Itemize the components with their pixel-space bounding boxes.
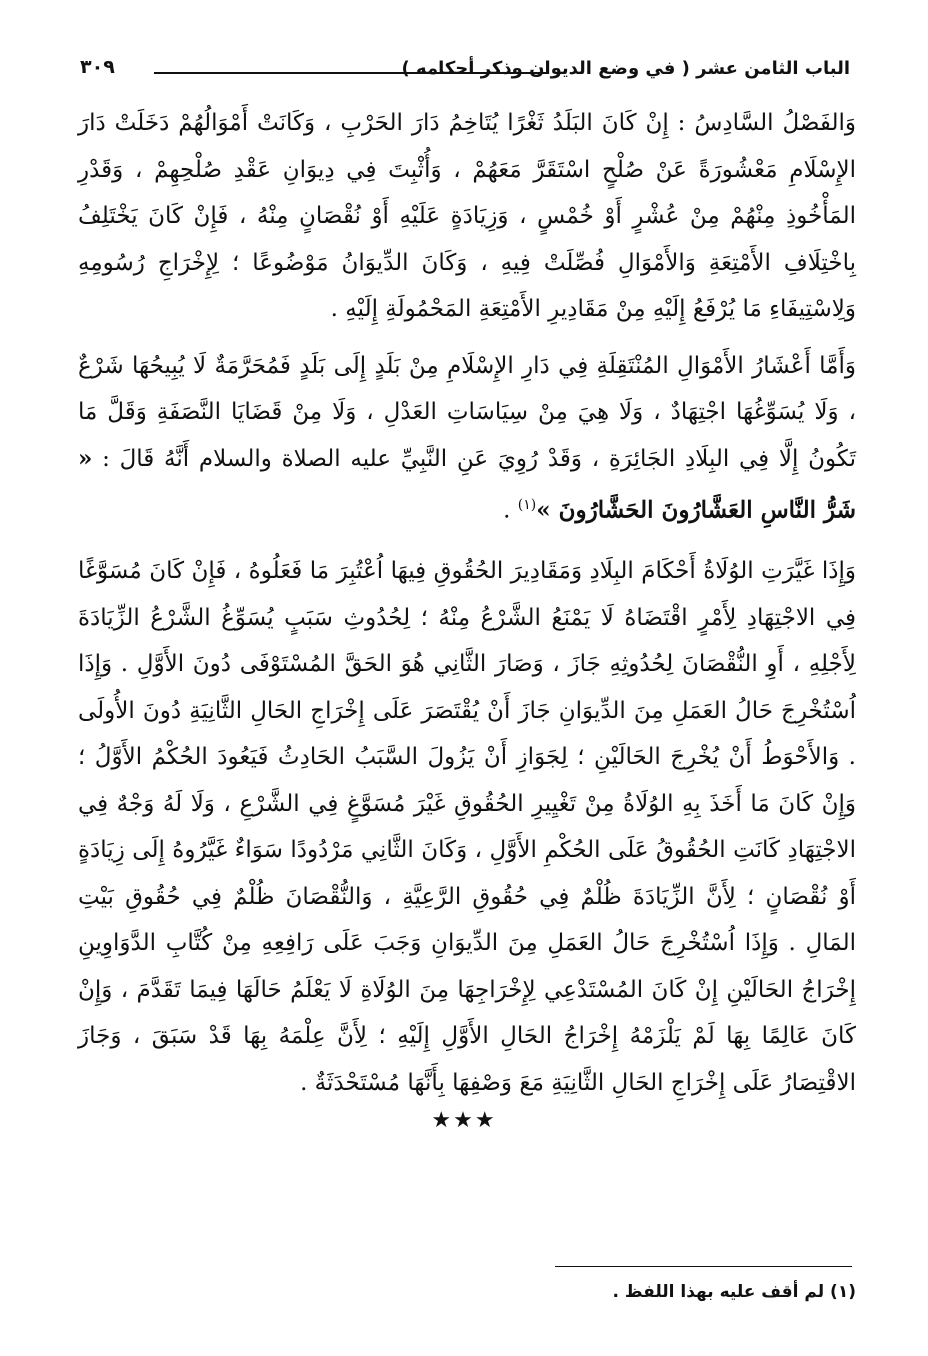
section-separator: ★★★ xyxy=(431,1108,497,1133)
page-header xyxy=(80,52,850,96)
paragraph-1: وَالفَصْلُ السَّادِسُ : إِنْ كَانَ البَلَدُ ثَغْرًا يُتَاخِمُ دَارَ الحَرْبِ ، وَكَانَتْ أَمْوَالُهُمْ دَخَلَتْ دَارَ الإِسْلَامِ مَعْشُورَةً عَنْ صُلْحٍ اسْتَقَرَّ مَعَهُمْ ، وَأُثْبِتَ فِي دِيوَانِ عَقْدِ صُلْحِهِمْ ، وَقَدْرِ المَأْخُوذِ مِنْهُمْ مِنْ عُشْرٍ أَوْ خُمْسٍ ، وَزِيَادَةٍ عَلَيْهِ أَوْ نُقْصَانٍ مِنْهُ ، فَإِنْ كَانَ يَخْتَلِفُ بِاخْتِلَافِ الأَمْتِعَةِ وَالأَمْوَالِ فُصِّلَتْ فِيهِ ، وَكَانَ الدِّيوَانُ مَوْضُوعًا ؛ لِإِخْرَاجِ رُسُومِهِ وَلِاسْتِيفَاءِ مَا يُرْفَعُ إِلَيْهِ مِنْ مَقَادِيرِ الأَمْتِعَةِ المَحْمُولَةِ إِلَيْهِ . xyxy=(78,110,856,322)
page-number: ٣٠٩ xyxy=(80,56,115,78)
footnote-reference[interactable]: (١) xyxy=(517,497,537,513)
main-text xyxy=(78,100,856,1118)
footnote: (١) لم أقف عليه بهذا اللفظ . xyxy=(612,1282,856,1302)
paragraph-2-text: وَأَمَّا أَعْشَارُ الأَمْوَالِ المُنْتَقِلَةِ فِي دَارِ الإِسْلَامِ مِنْ بَلَدٍ إِلَى بَلَدٍ فَمُحَرَّمَةٌ لَا يُبِيحُهَا شَرْعٌ ، وَلَا يُسَوِّغُهَا اجْتِهَادٌ ، وَلَا هِيَ مِنْ سِيَاسَاتِ العَدْلِ ، وَلَا مِنْ قَضَايَا النَّصَفَةِ وَقَلَّ مَا تَكُونُ إِلَّا فِي البِلَادِ الجَائِرَةِ ، وَقَدْ رُوِيَ عَنِ النَّبِيِّ عليه الصلاة والسلام أَنَّهُ قَالَ : xyxy=(78,352,856,472)
running-title: الباب الثامن عشر ( في وضع الديوان وذكر أحكامه ) xyxy=(401,58,850,79)
paragraph-2-end: . xyxy=(503,497,518,524)
hadith-quote: « شَرُّ النَّاسِ العَشَّارُونَ الحَشَّارُونَ » xyxy=(78,444,856,524)
header-rule xyxy=(154,72,549,74)
paragraph-2 xyxy=(78,343,856,535)
paragraph-3: وَإِذَا غَيَّرَتِ الوُلَاةُ أَحْكَامَ البِلَادِ وَمَقَادِيرَ الحُقُوقِ فِيهَا اُعْتُبِرَ مَا فَعَلُوهُ ، فَإِنْ كَانَ مُسَوَّغًا فِي الاجْتِهَادِ لِأَمْرٍ اقْتَضَاهُ لَا يَمْنَعُ الشَّرْعُ مِنْهُ ؛ لِحُدُوثِ سَبَبٍ يُسَوِّغُ الشَّرْعُ الزِّيَادَةَ لِأَجْلِهِ ، أَوِ النُّقْصَانَ لِحُدُوثِهِ جَازَ ، وَصَارَ الثَّانِي هُوَ الحَقَّ المُسْتَوْفَى دُونَ الأَوَّلِ . وَإِذَا اُسْتُخْرِجَ حَالُ العَمَلِ مِنَ الدِّيوَانِ جَازَ أَنْ يُقْتَصَرَ عَلَى إِخْرَاجِ الحَالِ الثَّانِيَةِ دُونَ الأُولَى . وَالأَحْوَطُ أَنْ يُخْرِجَ الحَالَيْنِ ؛ لِجَوَازِ أَنْ يَزُولَ السَّبَبُ الحَادِثُ فَيَعُودَ الحُكْمُ الأَوَّلُ ؛ وَإِنْ كَانَ مَا أَخَذَ بِهِ الوُلَاةُ مِنْ تَغْيِيرِ الحُقُوقِ غَيْرَ مُسَوَّغٍ فِي الشَّرْعِ ، وَلَا لَهُ وَجْهٌ فِي الاجْتِهَادِ كَانَتِ الحُقُوقُ عَلَى الحُكْمِ الأَوَّلِ ، وَكَانَ الثَّانِي مَرْدُودًا سَوَاءٌ غَيَّرُوهُ إِلَى زِيَادَةٍ أَوْ نُقْصَانٍ ؛ لِأَنَّ الزِّيَادَةَ ظُلْمٌ فِي حُقُوقِ الرَّعِيَّةِ ، وَالنُّقْصَانَ ظُلْمٌ فِي حُقُوقِ بَيْتِ المَالِ . وَإِذَا اُسْتُخْرِجَ حَالُ العَمَلِ مِنَ الدِّيوَانِ وَجَبَ عَلَى رَافِعِهِ مِنْ كُتَّابِ الدَّوَاوِينِ إِخْرَاجُ الحَالَيْنِ إِنْ كَانَ المُسْتَدْعِي لِإِخْرَاجِهَا مِنَ الوُلَاةِ لَا يَعْلَمُ حَالَهَا فِيمَا تَقَدَّمَ ، وَإِنْ كَانَ عَالِمًا بِهَا لَمْ يَلْزَمْهُ إِخْرَاجُ الحَالِ الأَوَّلِ إِلَيْهِ ؛ لِأَنَّ عِلْمَهُ بِهَا قَدْ سَبَقَ ، وَجَازَ الاقْتِصَارُ عَلَى إِخْرَاجِ الحَالِ الثَّانِيَةِ مَعَ وَصْفِهَا بِأَنَّهَا مُسْتَحْدَثَةٌ . xyxy=(78,558,857,1096)
footnote-rule xyxy=(555,1266,852,1267)
